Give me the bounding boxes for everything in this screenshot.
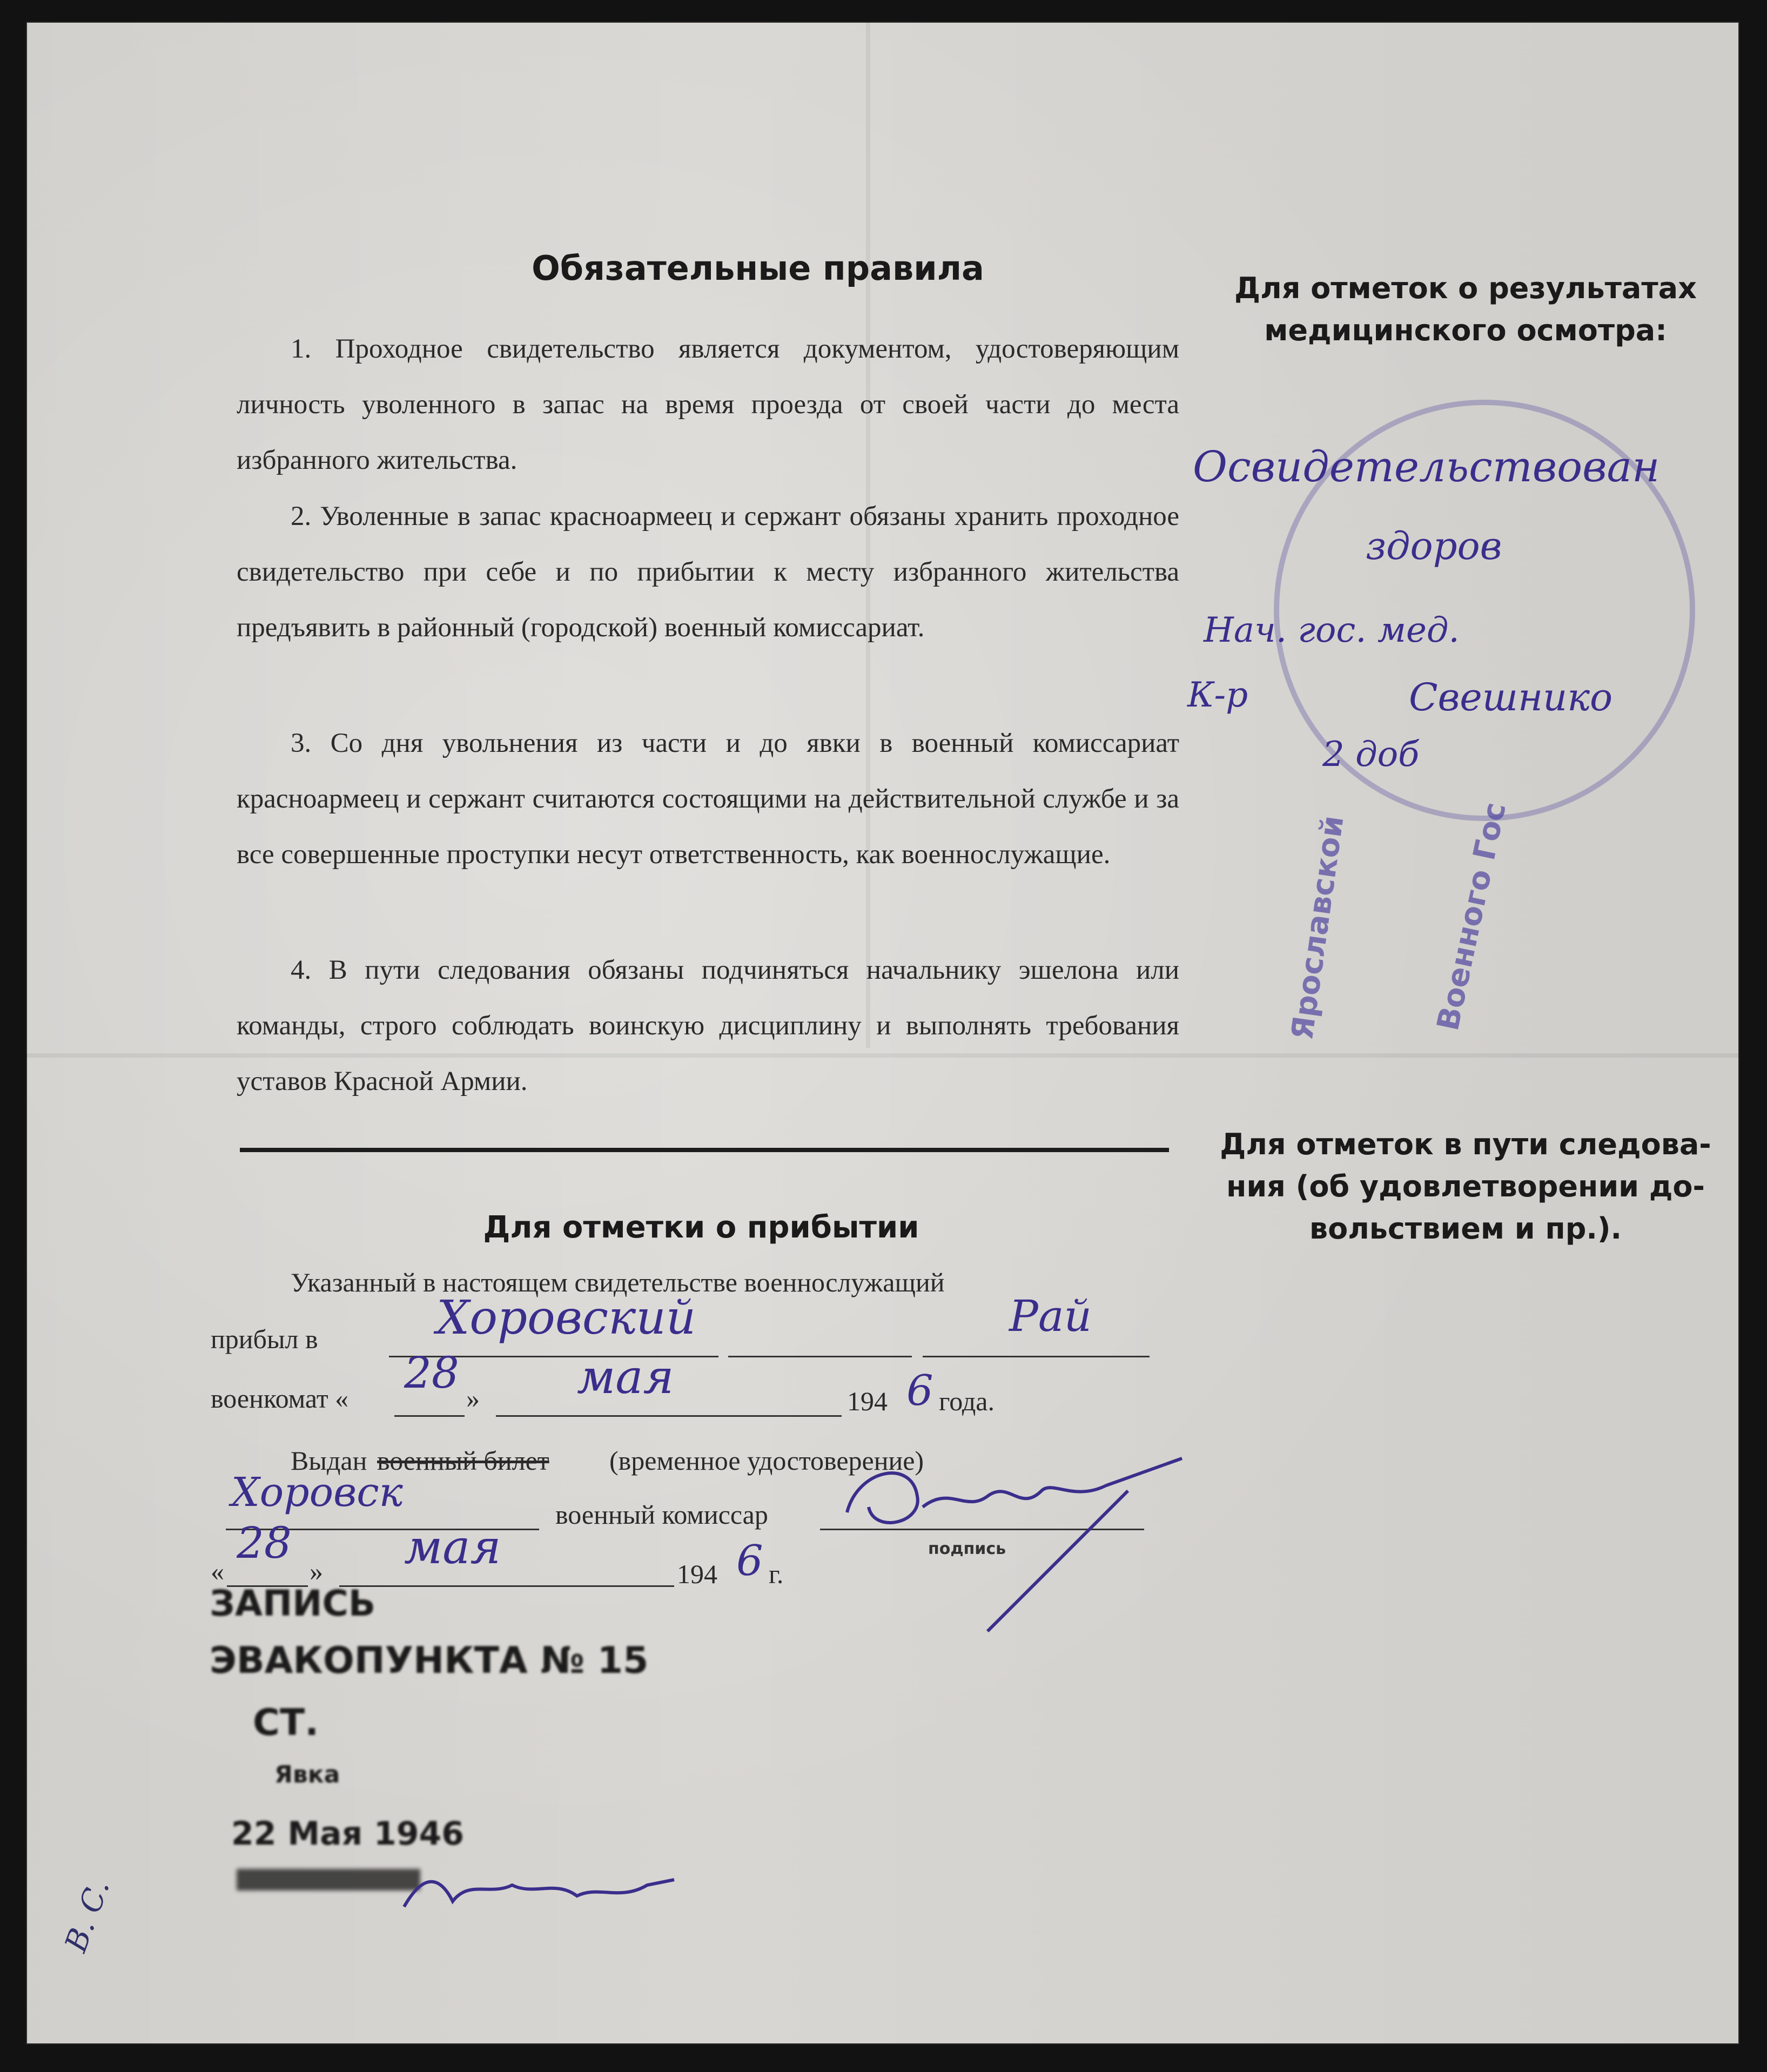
issued-struck: военный билет bbox=[377, 1445, 549, 1476]
commissar-label: военный комиссар bbox=[555, 1499, 768, 1530]
signature-caption: подпись bbox=[928, 1539, 1006, 1558]
document-sheet bbox=[26, 22, 1739, 2044]
section-divider bbox=[240, 1148, 1169, 1152]
arrival-title: Для отметки о прибытии bbox=[483, 1210, 919, 1245]
arrival-line1: Указанный в настоящем свидетельстве военнослужащий bbox=[291, 1267, 945, 1297]
arrival-year-hand: 6 bbox=[906, 1367, 933, 1415]
date2-open: « bbox=[211, 1556, 224, 1586]
black-stamp-line5: 22 Мая 1946 bbox=[231, 1815, 464, 1853]
rule-item-1: 1. Проходное свидетельство является документом, удостоверяющим личность уволенного в запас на время проезда от своей части до места избранного жительства. bbox=[237, 334, 1179, 475]
medical-heading bbox=[1187, 267, 1744, 352]
travel-heading-line3: вольствием и пр.). bbox=[1309, 1212, 1622, 1246]
date2-month-hand: мая bbox=[404, 1521, 501, 1575]
travel-heading-line1: Для отметок в пути следова- bbox=[1220, 1127, 1711, 1161]
date2-suffix: г. bbox=[769, 1559, 784, 1589]
medical-heading-line2: медицинского осмотра: bbox=[1264, 313, 1667, 347]
travel-heading bbox=[1187, 1124, 1744, 1250]
medical-hand-1: Освидетельствован bbox=[1193, 443, 1660, 492]
month-underline bbox=[496, 1415, 842, 1417]
year-prefix: 194 bbox=[847, 1386, 888, 1416]
date2-month-underline bbox=[339, 1585, 674, 1587]
commissar-signature bbox=[825, 1426, 1204, 1653]
rule-item-2: 2. Уволенные в запас красноармеец и сержант обязаны хранить проходное свидетельство при себе и по прибытии к месту избранного жительства предъявить в районный (городской) военный комиссариат. bbox=[237, 501, 1179, 643]
black-stamp-smudge bbox=[237, 1869, 420, 1891]
stamp-text-2: Ярославской bbox=[1285, 813, 1351, 1042]
arrival-place-hand-2: Рай bbox=[1009, 1291, 1092, 1341]
voenkomat-label: военкомат « bbox=[211, 1383, 349, 1414]
medical-hand-2: здоров bbox=[1366, 524, 1502, 568]
black-stamp-line1: ЗАПИСЬ bbox=[210, 1583, 376, 1624]
travel-heading-line2: ния (об удовлетворении до- bbox=[1226, 1169, 1705, 1203]
issued-label: Выдан bbox=[291, 1445, 367, 1476]
medical-heading-line1: Для отметок о результатах bbox=[1234, 271, 1697, 305]
date2-year-prefix: 194 bbox=[677, 1559, 717, 1589]
date2-day-hand: 28 bbox=[237, 1518, 292, 1568]
medical-hand-5: Свешнико bbox=[1409, 675, 1613, 719]
date2-close: » bbox=[310, 1556, 323, 1586]
issued-rest: (временное удостоверение) bbox=[609, 1445, 924, 1476]
arrival-place-hand-1: Хоровский bbox=[436, 1291, 696, 1345]
date2-year-hand: 6 bbox=[736, 1537, 763, 1585]
medical-hand-6: 2 доб bbox=[1322, 735, 1420, 775]
black-stamp-line2: ЭВАКОПУНКТА № 15 bbox=[210, 1639, 649, 1682]
arrival-month-hand: мая bbox=[577, 1350, 674, 1404]
prib-underline-2 bbox=[728, 1356, 912, 1357]
stamp-text-1: Военного Гос bbox=[1430, 799, 1513, 1034]
voenkomat-close: » bbox=[466, 1383, 480, 1414]
rule-item-3: 3. Со дня увольнения из части и до явки в военный комиссариат красноармеец и сержант считаются состоящими на действительной службе и за все совершенные проступки несут ответственность, как военнослужащие. bbox=[237, 728, 1179, 870]
medical-hand-4: К-р bbox=[1187, 675, 1248, 715]
stamp-signature bbox=[393, 1847, 696, 1934]
rule-item-4: 4. В пути следования обязаны подчиняться начальнику эшелона или команды, строго соблюдать воинскую дисциплину и выполнять требования уставов Красной Армии. bbox=[237, 955, 1179, 1096]
rules-title: Обязательные правила bbox=[532, 248, 984, 288]
corner-note: В. С. bbox=[58, 1874, 117, 1957]
prib-underline-3 bbox=[923, 1356, 1150, 1357]
black-stamp-line3: СТ. bbox=[253, 1701, 319, 1744]
year-suffix: года. bbox=[939, 1386, 995, 1416]
arrival-prib-label: прибыл в bbox=[211, 1324, 318, 1354]
arrival-day-hand: 28 bbox=[404, 1348, 459, 1398]
medical-hand-3: Нач. гос. мед. bbox=[1204, 610, 1460, 650]
black-stamp-line4: Явка bbox=[274, 1761, 340, 1788]
day-underline bbox=[394, 1415, 465, 1417]
issued-place-hand: Хоровск bbox=[231, 1469, 403, 1516]
